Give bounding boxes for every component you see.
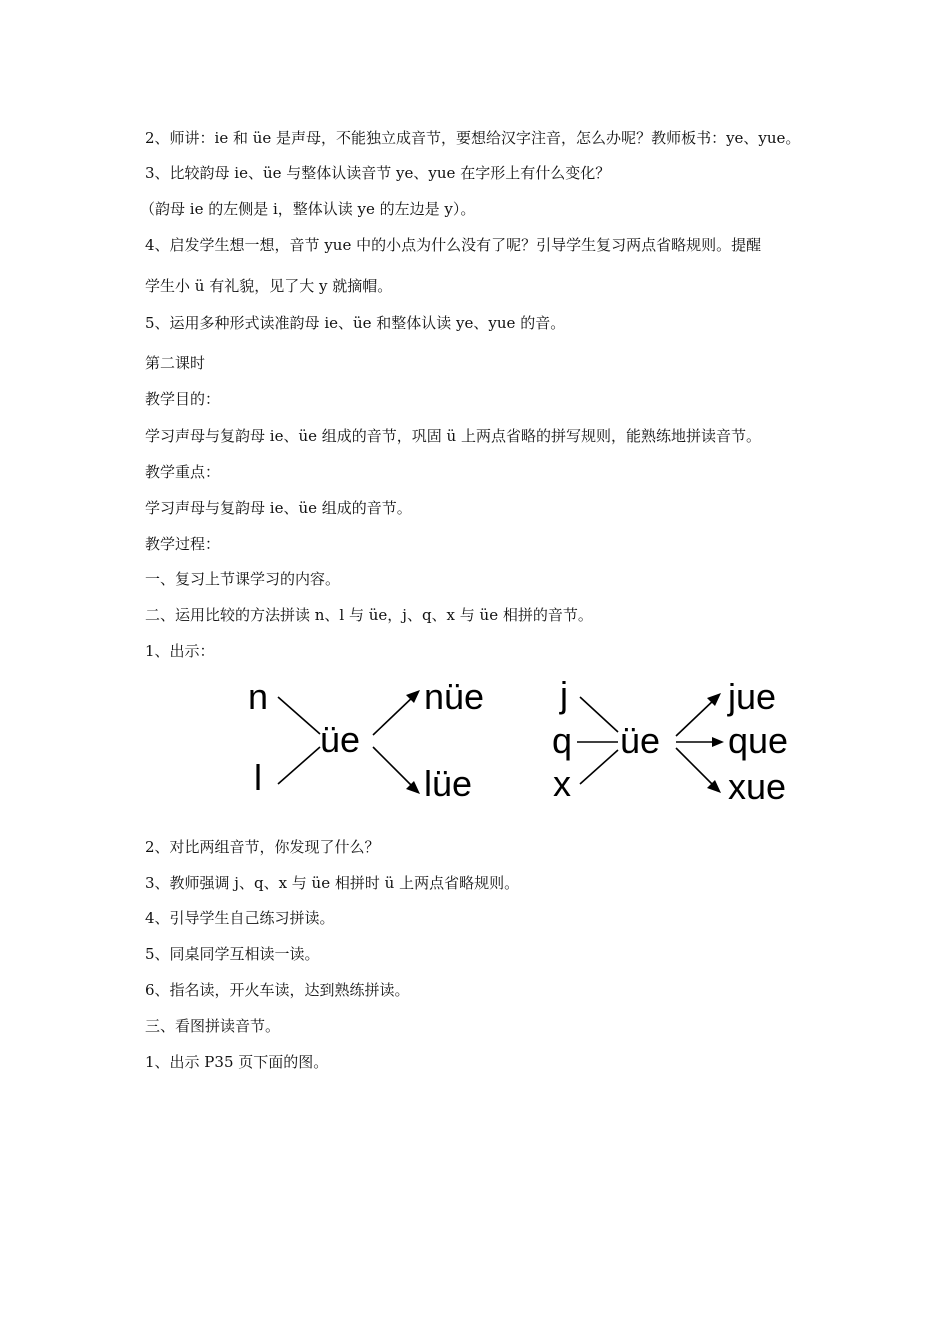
text-line: 1、出示 P35 页下面的图。: [145, 1053, 329, 1071]
initial-q: q: [552, 720, 573, 761]
syllable-nue: nüe: [424, 676, 485, 717]
text-line: 二、运用比较的方法拼读 n、l 与 üe，j、q、x 与 üe 相拼的音节。: [145, 606, 593, 624]
arrow-line: [373, 694, 416, 735]
initial-x: x: [553, 763, 571, 804]
text-line: 5、运用多种形式读准韵母 ie、üe 和整体认读 ye、yue 的音。: [145, 314, 566, 332]
text-line: 2、对比两组音节，你发现了什么？: [145, 838, 380, 856]
text-line: 4、启发学生想一想，音节 yue 中的小点为什么没有了呢？引导学生复习两点省略规则。提醒: [145, 236, 762, 254]
syllable-que: que: [728, 720, 789, 761]
initial-j: j: [560, 674, 568, 715]
arrow-line: [676, 698, 716, 736]
arrow-line: [373, 747, 416, 790]
arrow-head: [712, 737, 724, 747]
text-line: 学生小 ü 有礼貌，见了大 y 就摘帽。: [145, 277, 393, 295]
pinyin-spelling-diagram: [240, 672, 810, 812]
text-line: （韵母 ie 的左侧是 i，整体认读 ye 的左边是 y）。: [140, 200, 476, 218]
text-line: 3、比较韵母 ie、üe 与整体认读音节 ye、yue 在字形上有什么变化？: [145, 164, 611, 182]
text-line: 一、复习上节课学习的内容。: [145, 570, 341, 588]
section-heading: 第二课时: [145, 354, 206, 372]
connector-line: [580, 750, 618, 784]
text-line: 6、指名读，开火车读，达到熟练拼读。: [145, 981, 410, 999]
text-line: 5、同桌同学互相读一读。: [145, 945, 320, 963]
text-line: 2、师讲：ie 和 üe 是声母，不能独立成音节，要想给汉字注音，怎么办呢？教师板书：ye、yue。: [145, 129, 801, 147]
text-line: 学习声母与复韵母 ie、üe 组成的音节。: [145, 499, 412, 517]
connector-line: [278, 747, 320, 784]
final-ue: üe: [620, 720, 661, 761]
initial-n: n: [248, 676, 269, 717]
text-line: 教学目的：: [145, 390, 221, 408]
text-line: 4、引导学生自己练习拼读。: [145, 909, 335, 927]
text-line: 三、看图拼读音节。: [145, 1017, 281, 1035]
connector-line: [278, 697, 320, 734]
text-line: 教学重点：: [145, 463, 221, 481]
initial-l: l: [254, 757, 262, 798]
final-ue: üe: [320, 719, 361, 760]
arrow-line: [676, 748, 716, 788]
connector-line: [580, 697, 618, 732]
text-line: 学习声母与复韵母 ie、üe 组成的音节，巩固 ü 上两点省略的拼写规则，能熟练地拼读音节。: [145, 427, 761, 445]
syllable-jue: jue: [728, 676, 777, 717]
syllable-lue: lüe: [424, 763, 473, 804]
text-line: 1、出示：: [145, 642, 215, 660]
syllable-xue: xue: [728, 766, 787, 807]
text-line: 教学过程：: [145, 535, 221, 553]
text-line: 3、教师强调 j、q、x 与 üe 相拼时 ü 上两点省略规则。: [145, 874, 520, 892]
